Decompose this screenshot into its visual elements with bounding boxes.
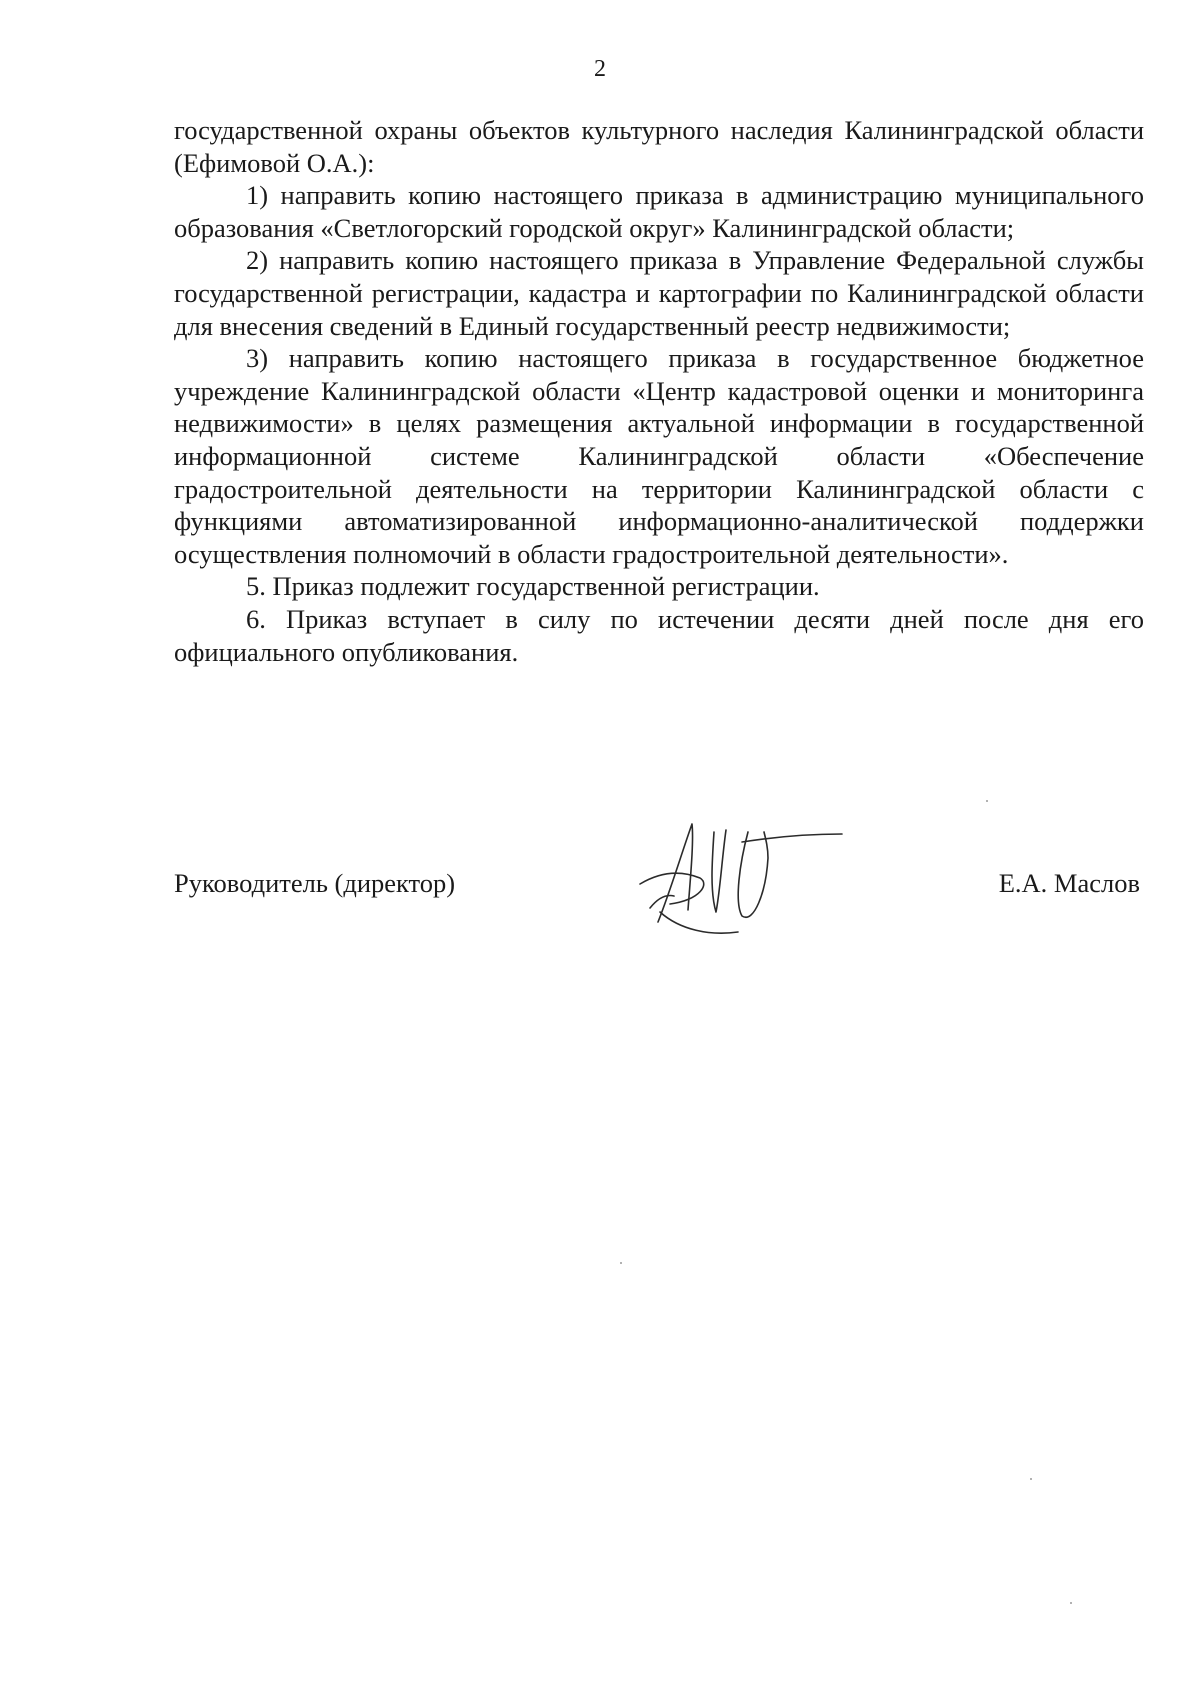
handwritten-signature	[630, 812, 850, 942]
signatory-title: Руководитель (директор)	[174, 868, 456, 898]
scan-speck	[1030, 1478, 1032, 1480]
signatory-name: Е.А. Маслов	[998, 868, 1140, 898]
paragraph-item-6: 6. Приказ вступает в силу по истечении десяти дней после дня его официального опубликования.	[174, 603, 1144, 667]
paragraph-item-1: 1) направить копию настоящего приказа в администрацию муниципального образования «Светлогорский городской округ» Калининградской области;	[174, 180, 1144, 243]
scan-speck	[986, 800, 988, 802]
paragraph-intro: государственной охраны объектов культурного наследия Калининградской области (Ефимовой О.А.):	[174, 115, 1144, 178]
paragraph-item-5: 5. Приказ подлежит государственной регистрации.	[246, 571, 820, 602]
document-body	[174, 114, 1144, 668]
scan-speck	[1070, 1602, 1072, 1604]
scan-speck	[620, 1262, 622, 1264]
page-number: 2	[594, 56, 606, 82]
paragraph-item-3: 3) направить копию настоящего приказа в государственное бюджетное учреждение Калининградской области «Центр кадастровой оценки и мониторинга недвижимости» в целях размещения актуальной информации в государственной информационной системе Калининградской области «Обеспечение градостроительной деятельности на территории Калининградской области с функциями автоматизированной информационно-аналитической поддержки осуществления полномочий в области градостроительной деятельности».	[174, 343, 1144, 569]
paragraph-item-2: 2) направить копию настоящего приказа в Управление Федеральной службы государственной регистрации, кадастра и картографии по Калининградской области для внесения сведений в Единый государственный реестр недвижимости;	[174, 245, 1144, 341]
